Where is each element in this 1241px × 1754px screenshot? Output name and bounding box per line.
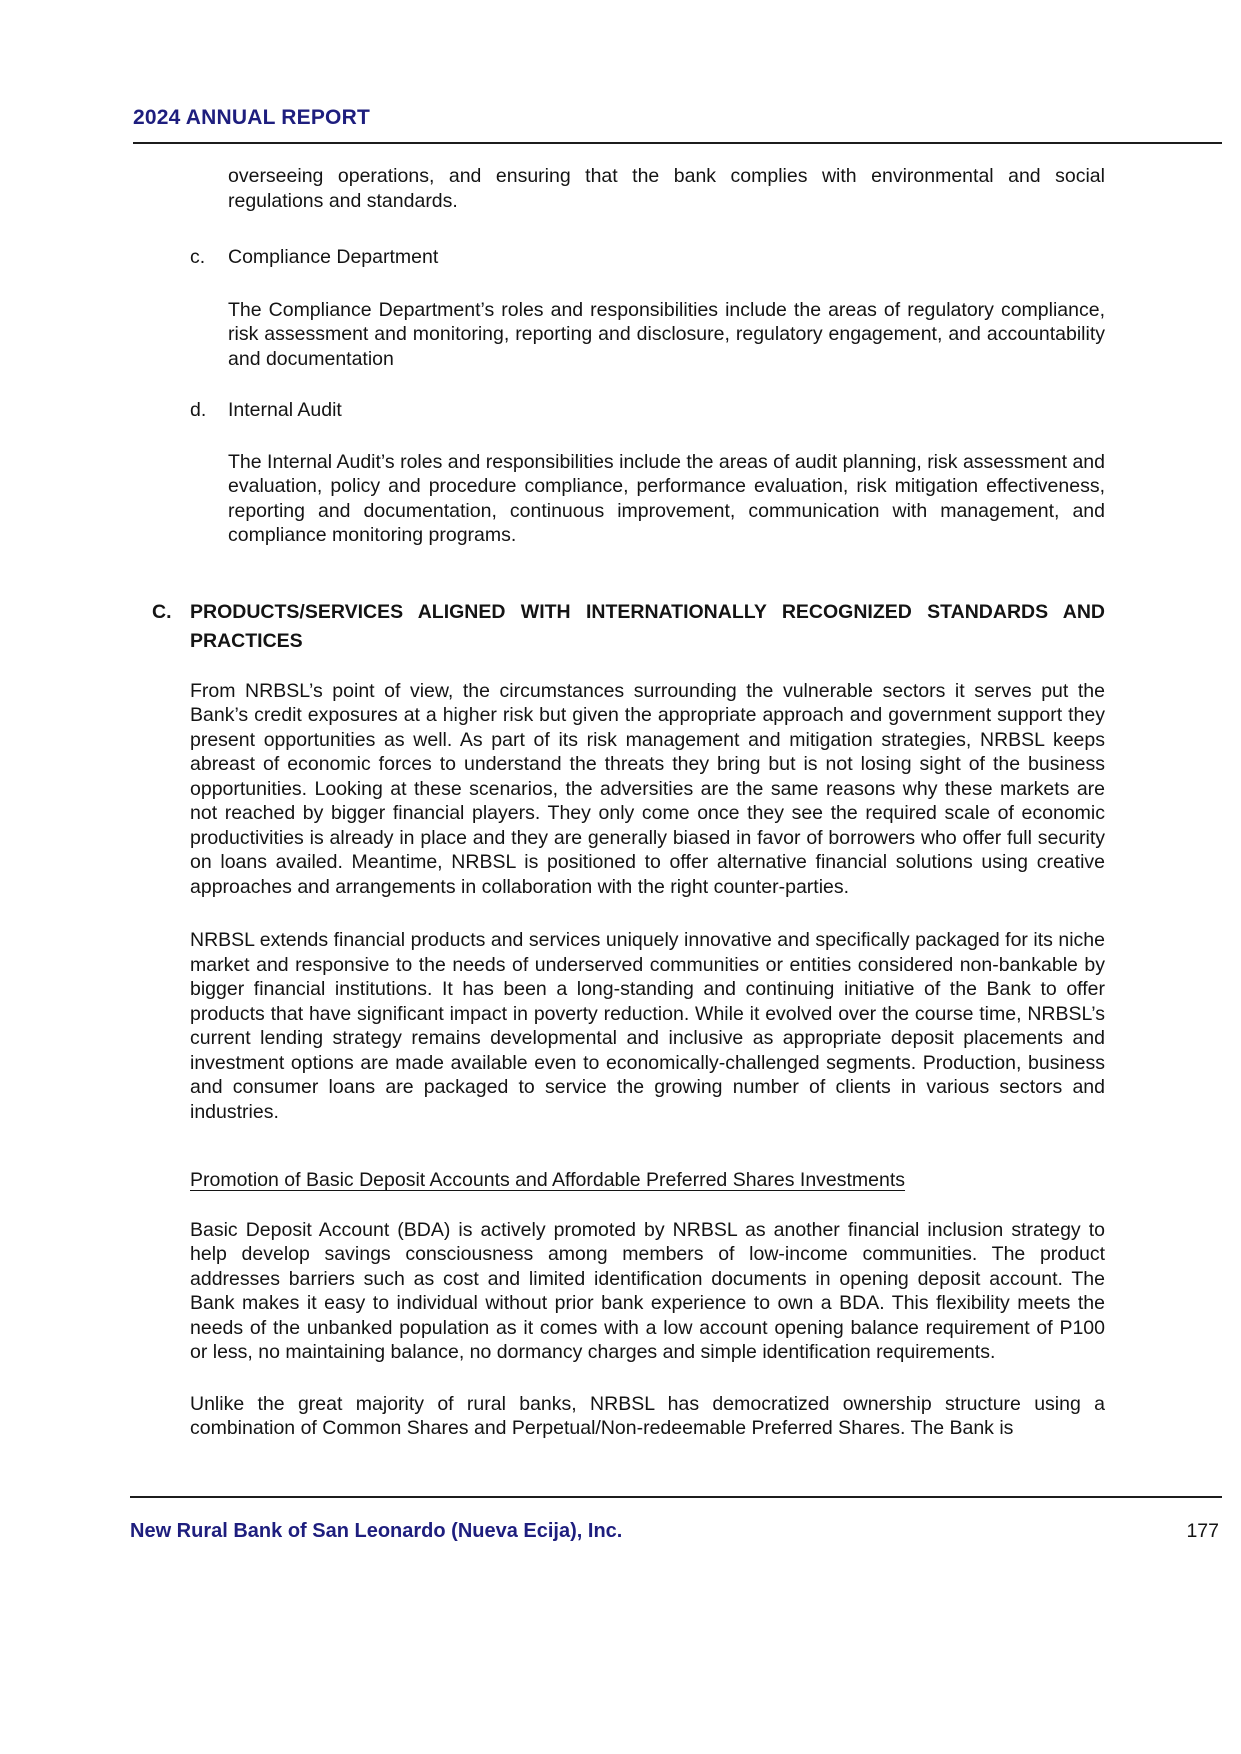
paragraph-section-2: NRBSL extends financial products and services uniquely innovative and specifically packaged for its niche market and responsive to the needs of underserved communities or entities considered non-bankable by bigger financial institutions. It has been a long-standing and continuing initiative of the Bank to offer products that have significant impact in poverty reduction. While it evolved over the course time, NRBSL’s current lending strategy remains developmental and inclusive as appropriate deposit placements and investment options are made available even to economically-challenged segments. Production, business and consumer loans are packaged to service the growing number of clients in various sectors and industries. [190, 929, 1105, 1123]
list-item-internal-audit [190, 398, 1105, 423]
paragraph-bda: Basic Deposit Account (BDA) is actively promoted by NRBSL as another financial inclusion strategy to help develop savings consciousness among members of low-income communities. The product addresses barriers such as cost and limited identification documents in opening deposit account. The Bank makes it easy to individual without prior bank experience to own a BDA. This flexibility meets the needs of the unbanked population as it comes with a low account opening balance requirement of P100 or less, no maintaining balance, no dormancy charges and simple identification requirements. [190, 1218, 1105, 1363]
paragraph-compliance: The Compliance Department’s roles and responsibilities include the areas of regulatory compliance, risk assessment and monitoring, reporting and disclosure, regulatory engagement, and accountability and documentation [228, 298, 1105, 370]
page-footer [130, 1520, 1219, 1543]
section-marker: C. [152, 600, 172, 623]
list-item-compliance [190, 245, 1105, 270]
footer-rule [130, 1496, 1222, 1498]
list-item-title: Compliance Department [228, 246, 439, 268]
list-item-title: Internal Audit [228, 399, 342, 421]
footer-page-number: 177 [1186, 1520, 1219, 1542]
list-item-marker: c. [190, 246, 206, 268]
paragraph-shares: Unlike the great majority of rural banks, NRBSL has democratized ownership structure using a combination of Common Shares and Perpetual/Non-redeemable Preferred Shares. The Bank is [190, 1392, 1105, 1439]
paragraph-section-1: From NRBSL’s point of view, the circumstances surrounding the vulnerable sectors it serves put the Bank’s credit exposures at a higher risk but given the appropriate approach and government support they present opportunities as well. As part of its risk management and mitigation strategies, NRBSL keeps abreast of economic forces to understand the threats they bring but is not losing sight of the business opportunities. Looking at these scenarios, the adversities are the same reasons why these markets are not reached by bigger financial players. They only come once they see the required scale of economic productivities is already in place and they are generally biased in favor of borrowers who offer full security on loans availed. Meantime, NRBSL is positioned to offer alternative financial solutions using creative approaches and arrangements in collaboration with the right counter-parties. [190, 679, 1105, 898]
footer-bank-name: New Rural Bank of San Leonardo (Nueva Ecija), Inc. [130, 1520, 623, 1542]
subsection-heading-promotion: Promotion of Basic Deposit Accounts and Affordable Preferred Shares Investments [190, 1169, 906, 1191]
paragraph-intro: overseeing operations, and ensuring that the bank complies with environmental and social regulations and standards. [228, 165, 1105, 212]
page-header [133, 106, 1222, 144]
section-heading-products-services [152, 598, 1105, 656]
paragraph-internal-audit: The Internal Audit’s roles and responsibilities include the areas of audit planning, risk assessment and evaluation, policy and procedure compliance, performance evaluation, risk mitigation effectiveness, reporting and documentation, continuous improvement, communication with management, and compliance monitoring programs. [228, 450, 1105, 546]
section-title: PRODUCTS/SERVICES ALIGNED WITH INTERNATIONALLY RECOGNIZED STANDARDS AND PRACTICES [190, 600, 1105, 652]
page-header-title: 2024 ANNUAL REPORT [133, 106, 370, 129]
list-item-marker: d. [190, 399, 207, 421]
